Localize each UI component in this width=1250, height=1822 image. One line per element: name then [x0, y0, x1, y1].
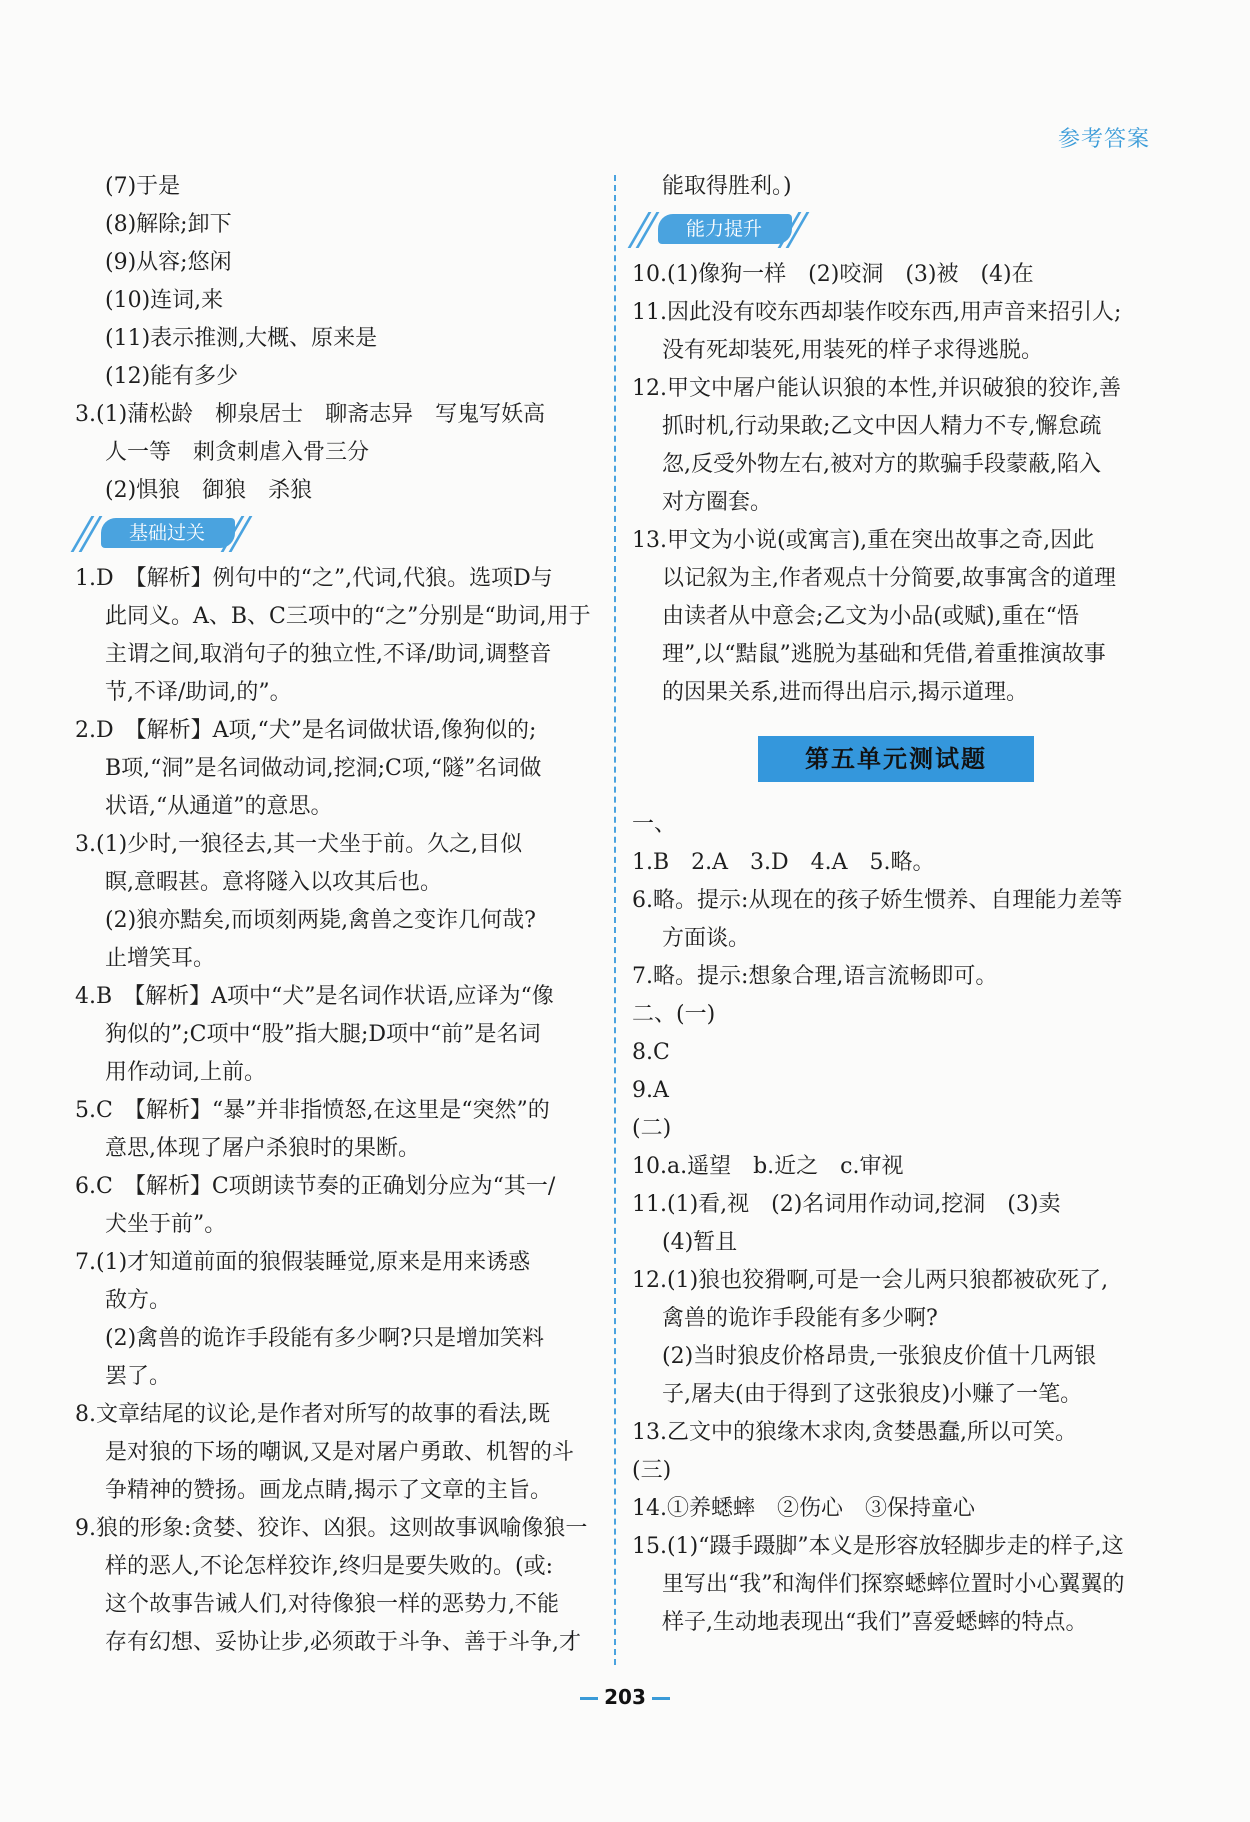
answer-cont-line: (2)禽兽的诡诈手段能有多少啊?只是增加笑料 — [105, 1326, 544, 1351]
answer-first-line: 1.B 2.A 3.D 4.A 5.略。 — [632, 850, 935, 875]
answer-item — [75, 560, 595, 712]
answer-item — [75, 712, 595, 826]
answer-first-line: 5.C 【解析】“暴”并非指愤怒,在这里是“突然”的 — [75, 1098, 550, 1123]
left-answer-list — [75, 560, 595, 1662]
answer-item — [632, 1262, 1162, 1414]
answer-item — [75, 1244, 595, 1396]
answer-line: (7)于是 — [105, 174, 181, 199]
answer-first-line: 13.甲文为小说(或寓言),重在突出故事之奇,因此 — [632, 528, 1095, 553]
answer-cont-line: 子,屠夫(由于得到了这张狼皮)小赚了一笔。 — [662, 1382, 1083, 1407]
answer-item — [75, 1510, 595, 1662]
answer-cont-line: (2)狼亦黠矣,而顷刻两毙,禽兽之变诈几何哉? — [105, 908, 536, 933]
block1-list — [75, 168, 595, 396]
answer-cont-line: 意思,体现了屠户杀狼时的果断。 — [105, 1136, 420, 1161]
answer-item — [632, 294, 1162, 370]
q3-first-line: 3.(1)蒲松龄 柳泉居士 聊斋志异 写鬼写妖高 — [75, 402, 546, 427]
answer-cont-line: 此同义。A、B、C三项中的“之”分别是“助词,用于 — [105, 604, 591, 629]
answer-first-line: 12.(1)狼也狡猾啊,可是一会儿两只狼都被砍死了, — [632, 1268, 1109, 1293]
q3-cont-line: 人一等 刺贪刺虐入骨三分 — [105, 440, 370, 465]
answer-first-line: 13.乙文中的狼缘木求肉,贪婪愚蠢,所以可笑。 — [632, 1420, 1077, 1445]
answer-cont-line: 用作动词,上前。 — [105, 1060, 266, 1085]
answer-first-line: 7.略。提示:想象合理,语言流畅即可。 — [632, 964, 998, 989]
section-header-basic — [75, 512, 595, 558]
answer-cont-line: (2)当时狼皮价格昂贵,一张狼皮价值十几两银 — [662, 1344, 1097, 1369]
answer-item — [632, 806, 1162, 844]
answer-first-line: 6.略。提示:从现在的孩子娇生惯养、自理能力差等 — [632, 888, 1123, 913]
answer-cont-line: 节,不译/助词,的”。 — [105, 680, 292, 705]
right-answer-list-a — [632, 256, 1162, 712]
answer-item — [75, 826, 595, 978]
answer-first-line: 8.C — [632, 1040, 670, 1065]
answer-first-line: 12.甲文中屠户能认识狼的本性,并识破狼的狡诈,善 — [632, 376, 1121, 401]
answer-cont-line: 由读者从中意会;乙文为小品(或赋),重在“悟 — [662, 604, 1079, 629]
answer-first-line: 14.①养蟋蟀 ②伤心 ③保持童心 — [632, 1496, 975, 1521]
answer-item — [632, 1148, 1162, 1186]
right-answer-list-b — [632, 806, 1162, 1642]
answer-first-line: 6.C 【解析】C项朗读节奏的正确划分应为“其一/ — [75, 1174, 556, 1199]
answer-first-line: 11.因此没有咬东西却装作咬东西,用声音来招引人; — [632, 300, 1122, 325]
answer-first-line: 10.(1)像狗一样 (2)咬洞 (3)被 (4)在 — [632, 262, 1034, 287]
answer-cont-line: 样的恶人,不论怎样狡诈,终归是要失败的。(或: — [105, 1554, 553, 1579]
answer-item — [75, 978, 595, 1092]
answer-line: (12)能有多少 — [105, 364, 239, 389]
answer-first-line: 11.(1)看,视 (2)名词用作动词,挖洞 (3)卖 — [632, 1192, 1061, 1217]
answer-item — [75, 1168, 595, 1244]
answer-line: (11)表示推测,大概、原来是 — [105, 326, 378, 351]
answer-line: (10)连词,来 — [105, 288, 224, 313]
answer-cont-line: 禽兽的诡诈手段能有多少啊? — [662, 1306, 938, 1331]
answer-cont-line: 的因果关系,进而得出启示,揭示道理。 — [662, 680, 1028, 705]
answer-cont-line: 对方圈套。 — [662, 490, 773, 515]
answer-item — [632, 1034, 1162, 1072]
answer-cont-line: 状语,“从通道”的意思。 — [105, 794, 333, 819]
answer-first-line: (三) — [632, 1458, 672, 1483]
answer-cont-line: 理”,以“黠鼠”逃脱为基础和凭借,着重推演故事 — [662, 642, 1106, 667]
section-header-improve — [632, 208, 1162, 254]
answer-first-line: 3.(1)少时,一狼径去,其一犬坐于前。久之,目似 — [75, 832, 523, 857]
answer-first-line: 2.D 【解析】A项,“犬”是名词做状语,像狗似的; — [75, 718, 537, 743]
answer-cont-line: 争精神的赞扬。画龙点睛,揭示了文章的主旨。 — [105, 1478, 552, 1503]
column-divider — [614, 175, 616, 1665]
answer-item — [632, 522, 1162, 712]
answer-cont-line: 犬坐于前”。 — [105, 1212, 227, 1237]
answer-first-line: 9.A — [632, 1078, 669, 1103]
header-label: 参考答案 — [1057, 127, 1150, 152]
answer-first-line: 9.狼的形象:贪婪、狡诈、凶狠。这则故事讽喻像狼一 — [75, 1516, 588, 1541]
answer-cont-line: 罢了。 — [105, 1364, 172, 1389]
answer-cont-line: (4)暂且 — [662, 1230, 738, 1255]
answer-item — [632, 1186, 1162, 1262]
answer-first-line: 4.B 【解析】A项中“犬”是名词作状语,应译为“像 — [75, 984, 554, 1009]
continuation-line: 能取得胜利。) — [662, 174, 792, 199]
answer-first-line: 二、(一) — [632, 1002, 716, 1027]
answer-first-line: 15.(1)“蹑手蹑脚”本义是形容放轻脚步走的样子,这 — [632, 1534, 1124, 1559]
q3-part2-line: (2)惧狼 御狼 杀狼 — [105, 478, 313, 503]
answer-item — [632, 370, 1162, 522]
answer-item — [632, 1110, 1162, 1148]
answer-cont-line: 瞑,意暇甚。意将隧入以攻其后也。 — [105, 870, 442, 895]
answer-first-line: 一、 — [632, 812, 677, 837]
answer-cont-line: 里写出“我”和淘伴们探察蟋蟀位置时小心翼翼的 — [662, 1572, 1125, 1597]
answer-item — [632, 958, 1162, 996]
answer-cont-line: 敌方。 — [105, 1288, 172, 1313]
answer-cont-line: 以记叙为主,作者观点十分简要,故事寓含的道理 — [662, 566, 1116, 591]
answer-cont-line: 主谓之间,取消句子的独立性,不译/助词,调整音 — [105, 642, 552, 667]
answer-line: (9)从容;悠闲 — [105, 250, 232, 275]
right-column — [632, 168, 1162, 1642]
unit-test-title: 第五单元测试题 — [758, 736, 1034, 782]
answer-cont-line: 样子,生动地表现出“我们”喜爱蟋蟀的特点。 — [662, 1610, 1088, 1635]
answer-item — [632, 1072, 1162, 1110]
answer-cont-line: 方面谈。 — [662, 926, 751, 951]
answer-item — [632, 882, 1162, 958]
answer-cont-line: 这个故事告诫人们,对待像狼一样的恶势力,不能 — [105, 1592, 559, 1617]
page-number: 203 — [0, 1685, 1250, 1709]
answer-first-line: 10.a.遥望 b.近之 c.审视 — [632, 1154, 904, 1179]
answer-item — [632, 1414, 1162, 1452]
section-label-improve: 能力提升 — [658, 214, 792, 244]
answer-line: (8)解除;卸下 — [105, 212, 232, 237]
section-label-basic: 基础过关 — [101, 518, 235, 548]
answer-cont-line: B项,“洞”是名词做动词,挖洞;C项,“隧”名词做 — [105, 756, 542, 781]
answer-first-line: (二) — [632, 1116, 672, 1141]
answer-item — [632, 844, 1162, 882]
answer-item — [632, 1452, 1162, 1490]
answer-item — [75, 1092, 595, 1168]
answer-item — [632, 1490, 1162, 1528]
left-column — [75, 168, 595, 1662]
answer-cont-line: 狗似的”;C项中“股”指大腿;D项中“前”是名词 — [105, 1022, 541, 1047]
answer-first-line: 7.(1)才知道前面的狼假装睡觉,原来是用来诱惑 — [75, 1250, 531, 1275]
answer-cont-line: 是对狼的下场的嘲讽,又是对屠户勇敢、机智的斗 — [105, 1440, 574, 1465]
answer-first-line: 1.D 【解析】例句中的“之”,代词,代狼。选项D与 — [75, 566, 553, 591]
answer-item — [632, 1528, 1162, 1642]
answer-cont-line: 抓时机,行动果敢;乙文中因人精力不专,懈怠疏 — [662, 414, 1102, 439]
answer-cont-line: 忽,反受外物左右,被对方的欺骗手段蒙蔽,陷入 — [662, 452, 1101, 477]
answer-cont-line: 存有幻想、妥协让步,必须敢于斗争、善于斗争,才 — [105, 1630, 581, 1655]
answer-item — [75, 1396, 595, 1510]
answer-item — [632, 996, 1162, 1034]
answer-cont-line: 没有死却装死,用装死的样子求得逃脱。 — [662, 338, 1043, 363]
answer-first-line: 8.文章结尾的议论,是作者对所写的故事的看法,既 — [75, 1402, 550, 1427]
answer-cont-line: 止增笑耳。 — [105, 946, 216, 971]
answer-item — [632, 256, 1162, 294]
